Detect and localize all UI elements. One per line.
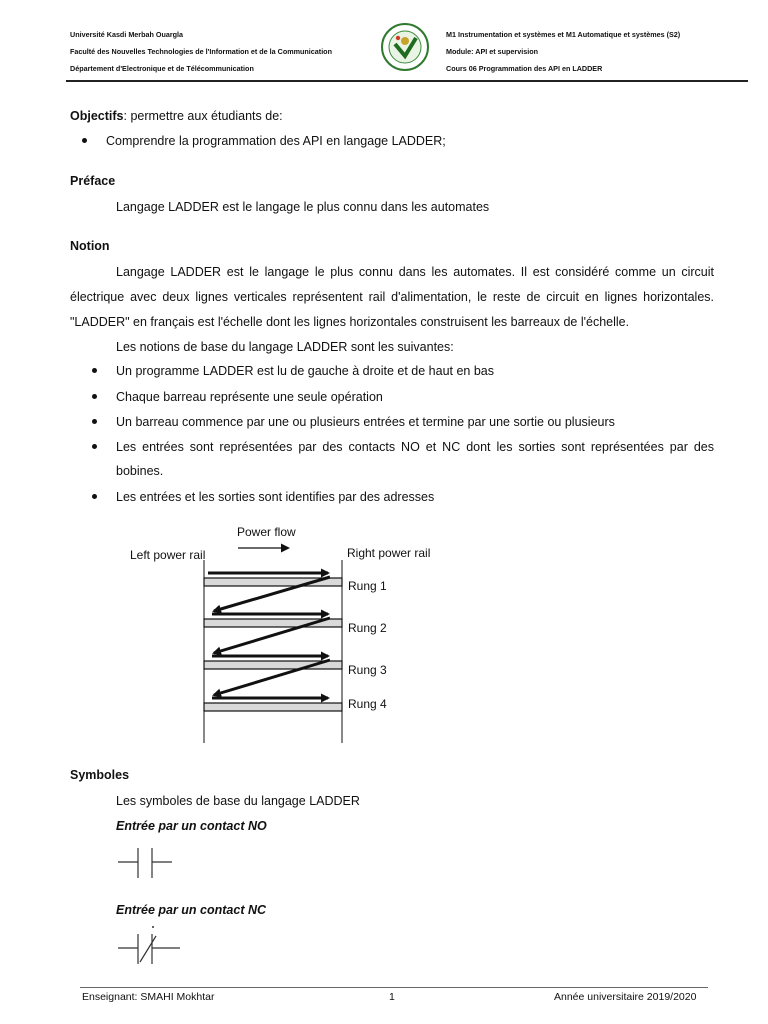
page-number: 1 <box>389 991 395 1003</box>
objectifs-intro: : permettre aux étudiants de: <box>123 109 283 123</box>
footer-divider <box>80 987 708 988</box>
right-rail-label: Right power rail <box>347 546 431 560</box>
notion-bullet-4: Les entrées sont représentées par des contacts NO et NC dont les sorties sont représentées par des <box>116 440 714 454</box>
ladder-diagram <box>120 518 440 748</box>
rung-2-label: Rung 2 <box>348 621 387 635</box>
university-logo-icon <box>378 22 432 72</box>
nc-contact-icon <box>116 924 186 970</box>
objectifs-label: Objectifs <box>70 109 124 123</box>
power-flow-label: Power flow <box>237 525 296 539</box>
symboles-heading: Symboles <box>70 768 130 782</box>
no-contact-label: Entrée par un contact NO <box>116 819 267 833</box>
notion-para-line-2: électrique avec deux lignes verticales représentent rail d'alimentation, le reste de circuit en lignes horizontales. <box>70 290 714 304</box>
university-name: Université Kasdi Merbah Ouargla <box>70 30 184 39</box>
program-name: M1 Instrumentation et systèmes et M1 Automatique et systèmes (S2) <box>446 30 681 39</box>
header-divider <box>66 80 748 82</box>
preface-heading: Préface <box>70 174 116 188</box>
faculty-name: Faculté des Nouvelles Technologies de l'Information et de la Communication <box>70 47 332 56</box>
rung-4-bar <box>204 703 342 711</box>
scan-order-arrows <box>208 573 330 698</box>
notion-bullet-5: Les entrées et les sorties sont identifies par des adresses <box>116 490 435 504</box>
no-contact-icon <box>116 842 176 882</box>
footer-year: Année universitaire 2019/2020 <box>554 991 697 1003</box>
objectifs-bullet: Comprendre la programmation des API en langage LADDER; <box>106 134 446 148</box>
preface-text: Langage LADDER est le langage le plus connu dans les automates <box>116 200 490 214</box>
left-rail-label: Left power rail <box>130 548 206 562</box>
notion-bullet-4-continued: bobines. <box>116 464 164 478</box>
objectifs-line <box>70 108 283 124</box>
header-left <box>70 26 332 77</box>
notion-basics-intro: Les notions de base du langage LADDER sont les suivantes: <box>116 340 454 354</box>
notion-para-line-3: "LADDER" en français est l'échelle dont les lignes horizontales construisent les barreaux de l'échelle. <box>70 315 630 329</box>
notion-para-line-1: Langage LADDER est le langage le plus connu dans les automates. Il est considéré comme un circuit <box>116 265 714 279</box>
rung-3-label: Rung 3 <box>348 663 387 677</box>
notion-heading: Notion <box>70 239 110 253</box>
department-name: Département d'Electronique et de Télécommunication <box>70 64 254 73</box>
notion-bullet-1: Un programme LADDER est lu de gauche à droite et de haut en bas <box>116 364 494 378</box>
notion-bullet-3: Un barreau commence par une ou plusieurs entrées et termine par une sortie ou plusieurs <box>116 415 615 429</box>
nc-contact-label: Entrée par un contact NC <box>116 903 267 917</box>
rung-1-label: Rung 1 <box>348 579 387 593</box>
module-name: Module: API et supervision <box>446 47 538 56</box>
notion-bullet-2: Chaque barreau représente une seule opération <box>116 390 383 404</box>
rung-4-label: Rung 4 <box>348 697 387 711</box>
header-right <box>446 26 680 77</box>
footer-teacher: Enseignant: SMAHI Mokhtar <box>82 991 215 1003</box>
symboles-intro: Les symboles de base du langage LADDER <box>116 794 360 808</box>
course-name: Cours 06 Programmation des API en LADDER <box>446 64 603 73</box>
